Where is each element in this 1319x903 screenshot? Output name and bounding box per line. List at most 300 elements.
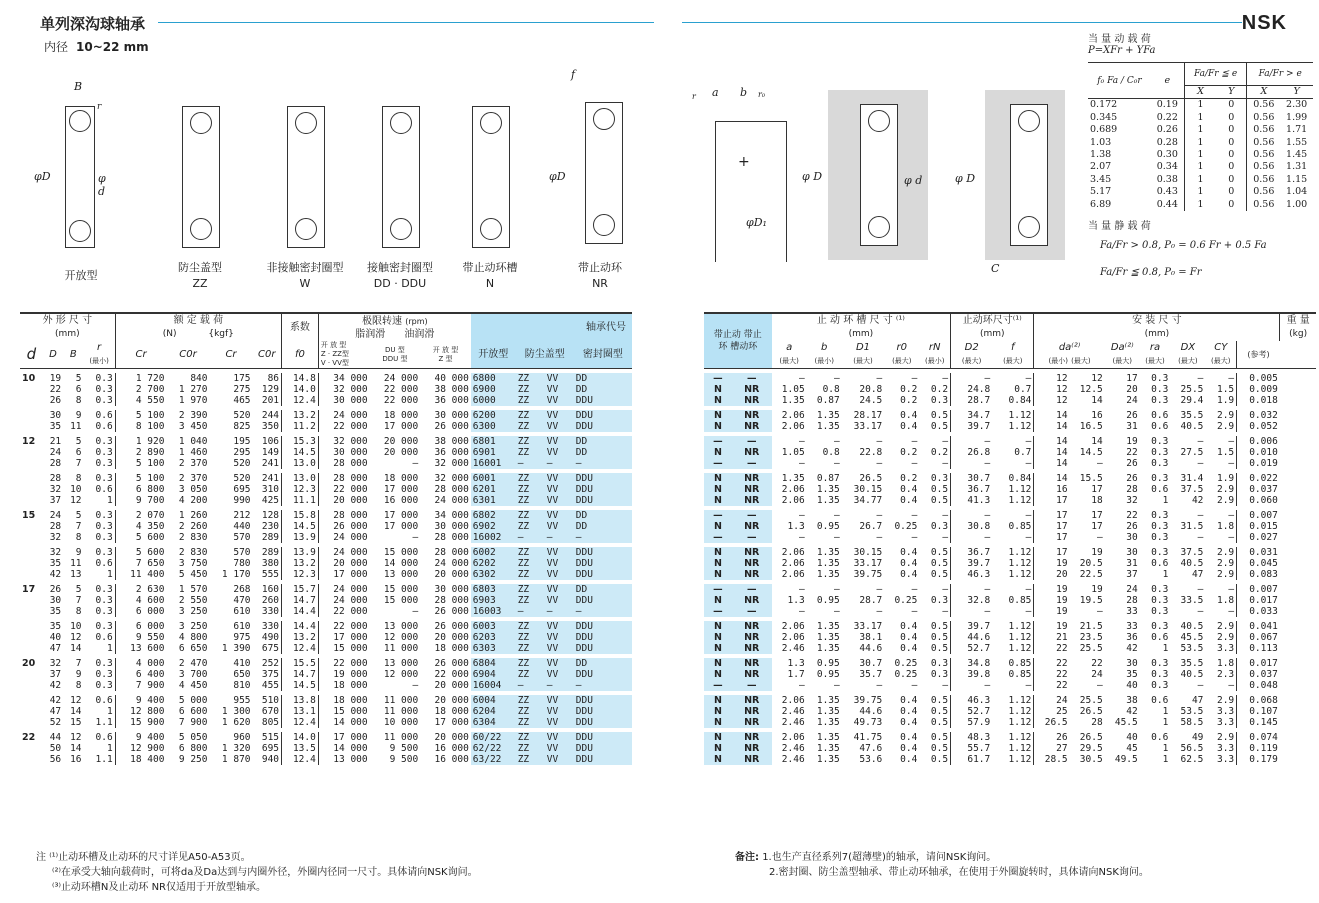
value-cell: 960 — [233, 732, 251, 743]
code-cell: VV — [545, 447, 574, 458]
dim-cell: 30.15 — [853, 547, 883, 558]
code-cell: DD — [574, 521, 632, 532]
dim-cell: — — [1025, 458, 1032, 469]
dim-cell: 2.06 — [781, 495, 805, 506]
value-cell: 0.3 — [95, 606, 113, 617]
code-cell: DD — [574, 436, 632, 447]
groove-row — [704, 695, 1316, 706]
dim-cell: 29.4 — [1180, 395, 1204, 406]
value-cell: 17 000 — [383, 510, 419, 521]
value-cell: 0.6 — [95, 732, 113, 743]
dim-cell: 23.5 — [1079, 632, 1103, 643]
value-cell: 4 550 — [115, 395, 166, 406]
dim-cell: 1.35 — [816, 743, 840, 754]
factor-cell: 1 — [1184, 174, 1216, 186]
dim-cell: 17 — [1034, 532, 1070, 543]
value-cell: — — [412, 680, 419, 691]
mounting-detail-2 — [955, 86, 1065, 276]
groove-code-cell: N — [704, 447, 732, 458]
value-cell: 11 — [70, 421, 82, 432]
dim-cell: 20 — [1034, 569, 1070, 580]
dim-cell: 1.35 — [816, 547, 840, 558]
dim-cell: 40.5 — [1180, 621, 1204, 632]
value-cell: 35 — [49, 621, 62, 632]
dim-cell: 42 — [1126, 706, 1138, 717]
dim-f: f — [571, 68, 576, 81]
dim-cell: 41.3 — [951, 495, 993, 506]
hdr-weight: 重 量 (kg) — [1280, 313, 1316, 341]
code-cell: 6304 — [471, 717, 516, 728]
value-cell: 18 000 — [434, 643, 469, 654]
dim-cell: 35.5 — [1180, 410, 1204, 421]
dim-cell: 3.3 — [1216, 754, 1235, 765]
dim-cell: 14 — [1034, 473, 1070, 484]
value-cell: 20 000 — [434, 695, 469, 706]
value-cell: 10 — [70, 484, 82, 495]
load-formula-panel — [1088, 30, 1313, 278]
dim-cell: — — [911, 373, 918, 384]
dim-cell: — — [911, 436, 918, 447]
value-cell: 610 — [233, 606, 251, 617]
dim-cell: 1.35 — [816, 421, 840, 432]
value-cell: 11.1 — [282, 495, 319, 506]
left-table-wrap — [20, 312, 632, 765]
groove-code-cell: NR — [732, 495, 772, 506]
dim-cell: 39.8 — [951, 669, 993, 680]
value-cell: 12 — [70, 732, 82, 743]
value-cell: 5 600 — [115, 547, 166, 558]
value-cell: 675 — [261, 643, 280, 654]
value-cell: 40 — [49, 632, 62, 643]
value-cell: 12.3 — [282, 484, 319, 495]
code-cell: 6002 — [471, 547, 516, 558]
value-cell: 18 000 — [318, 695, 369, 706]
dim-cell: 1.35 — [816, 632, 840, 643]
value-cell: 6 — [75, 447, 82, 458]
code-cell: 6301 — [471, 495, 516, 506]
groove-code-cell: NR — [732, 732, 772, 743]
value-cell: 42 — [49, 695, 62, 706]
bearing-row — [20, 436, 632, 447]
value-cell: 20 000 — [383, 436, 419, 447]
dim-cell: 14 — [1034, 436, 1070, 447]
dim-cell: — — [1228, 680, 1235, 691]
value-cell: 14.7 — [282, 595, 319, 606]
bearing-row — [20, 754, 632, 765]
dim-cell: 22 — [1034, 643, 1070, 654]
dim-cell: 0.006 — [1237, 436, 1280, 447]
value-cell: 8 — [75, 680, 82, 691]
dim-DX: φ D — [955, 172, 976, 185]
bore-cell — [20, 754, 43, 765]
code-cell: ZZ — [516, 410, 545, 421]
code-cell: VV — [545, 395, 574, 406]
groove-code-cell: N — [704, 410, 732, 421]
dim-cell: 40.5 — [1180, 421, 1204, 432]
groove-code-cell: NR — [732, 421, 772, 432]
dim-cell: 31 — [1126, 421, 1138, 432]
dim-cell: 0.3 — [1151, 606, 1169, 617]
static-load-title: 当 量 静 载 荷 — [1088, 221, 1151, 233]
groove-code-cell: — — [704, 373, 732, 384]
bearing-row — [20, 595, 632, 606]
value-cell: 9 — [75, 547, 82, 558]
dim-cell: — — [911, 606, 918, 617]
value-cell: 16 000 — [434, 743, 469, 754]
dim-cell: 0.85 — [1008, 669, 1032, 680]
value-cell: 0.3 — [95, 458, 113, 469]
dim-cell: 2.06 — [781, 410, 805, 421]
dim-cell: 49 — [1191, 732, 1204, 743]
factor-cell: 0 — [1228, 99, 1235, 111]
figure-label-open: 开放型 — [64, 269, 98, 282]
factor-cell: 0.172 — [1090, 99, 1118, 111]
bore-value: 10~22 mm — [76, 40, 149, 54]
dim-cell: 31.5 — [1180, 521, 1204, 532]
value-cell: 5 — [75, 373, 82, 384]
value-cell: 22 000 — [434, 669, 469, 680]
value-cell: 0.3 — [95, 521, 113, 532]
dim-cell: 0.3 — [1151, 458, 1169, 469]
value-cell: 5 050 — [178, 732, 208, 743]
dim-cell: 36.7 — [951, 484, 993, 495]
value-cell: 24 — [49, 447, 62, 458]
dim-cell: 16 — [1034, 484, 1070, 495]
value-cell: 24 000 — [434, 558, 469, 569]
groove-row — [704, 558, 1316, 569]
code-cell: DDU — [574, 395, 632, 406]
hdr-mount: 安 装 尺 寸 (mm) — [1034, 313, 1280, 341]
value-cell: 24 000 — [434, 495, 469, 506]
factor-cell: 0.30 — [1156, 149, 1178, 161]
value-cell: 30 — [49, 595, 62, 606]
page-title: 单列深沟球轴承 — [40, 15, 146, 33]
factor-cell: 0.689 — [1090, 124, 1118, 136]
value-cell: 11 000 — [383, 706, 419, 717]
dim-cell: 0.017 — [1237, 595, 1280, 606]
dim-cell: 0.4 — [900, 410, 918, 421]
dim-cell: 0.87 — [816, 395, 840, 406]
value-cell: 32 000 — [434, 473, 469, 484]
value-cell: 12 000 — [383, 669, 419, 680]
value-cell: 520 — [233, 410, 251, 421]
dim-cell: 0.027 — [1237, 532, 1280, 543]
dim-cell: 42 — [1126, 643, 1138, 654]
value-cell: 810 — [233, 680, 251, 691]
dim-cell: 0.3 — [1151, 373, 1169, 384]
dim-cell: 44.6 — [859, 706, 883, 717]
dim-cell: 46.3 — [951, 695, 993, 706]
value-cell: 1 320 — [221, 743, 251, 754]
value-cell: 6 000 — [115, 606, 166, 617]
value-cell: 26 000 — [434, 658, 469, 669]
value-cell: 15 000 — [318, 643, 369, 654]
col-f0: f₀ Fa / C₀r — [1097, 75, 1142, 86]
dim-cell: 61.7 — [951, 754, 993, 765]
groove-row — [704, 680, 1316, 691]
dim-cell: 28 — [1091, 717, 1103, 728]
value-cell: 244 — [261, 410, 280, 421]
groove-row — [704, 732, 1316, 743]
dim-cell: 1.9 — [1216, 395, 1235, 406]
code-cell: 6802 — [471, 510, 516, 521]
value-cell: 2 830 — [178, 547, 208, 558]
dim-cell: 12 — [1034, 395, 1070, 406]
factor-cell: 1.03 — [1090, 136, 1112, 148]
value-cell: 8 — [75, 473, 82, 484]
dim-cell: 30.5 — [1079, 754, 1103, 765]
code-cell: ZZ — [516, 421, 545, 432]
bore-cell: 15 — [22, 510, 36, 521]
dim-cell: 0.3 — [1151, 658, 1169, 669]
value-cell: 15 — [70, 717, 82, 728]
dim-cell: 0.5 — [930, 754, 949, 765]
dim-cell: 30.15 — [853, 484, 883, 495]
figure-open — [34, 80, 110, 258]
dim-cell: 0.8 — [822, 447, 840, 458]
value-cell: 0.3 — [95, 658, 113, 669]
code-cell: VV — [545, 584, 574, 595]
factor-row — [1088, 112, 1313, 124]
factor-cell: 1.31 — [1286, 161, 1308, 173]
value-cell: 3 250 — [178, 621, 208, 632]
code-cell: VV — [545, 632, 574, 643]
bore-cell: 20 — [22, 658, 36, 669]
dim-cell: 2.9 — [1216, 558, 1235, 569]
factor-cell: 1 — [1184, 199, 1216, 211]
value-cell: 9 400 — [115, 695, 166, 706]
groove-row — [704, 595, 1316, 606]
dim-cell: 0.4 — [900, 643, 918, 654]
dim-cell: 0.84 — [1008, 473, 1032, 484]
hdr-speed: 极限转速 (rpm) 脂润滑 油润滑 — [318, 313, 470, 341]
dim-cell: 1.35 — [816, 569, 840, 580]
value-cell: 9 400 — [115, 732, 166, 743]
dim-cell: 0.5 — [930, 547, 949, 558]
groove-code-cell: NR — [732, 395, 772, 406]
code-cell: VV — [545, 706, 574, 717]
value-cell: 4 450 — [178, 680, 208, 691]
dim-cell: 0.022 — [1237, 473, 1280, 484]
factor-cell: 0 — [1228, 149, 1235, 161]
dim-cell: — — [798, 532, 805, 543]
bearing-row — [20, 584, 632, 595]
dim-cell: — — [834, 606, 840, 617]
factor-cell: 1 — [1184, 161, 1216, 173]
groove-code-cell: — — [732, 373, 772, 384]
groove-code-cell: N — [704, 595, 732, 606]
dim-D1: φD₁ — [746, 216, 767, 229]
value-cell: 0.3 — [95, 447, 113, 458]
bore-cell — [20, 495, 43, 506]
code-cell: 6801 — [471, 436, 516, 447]
code-cell: — — [574, 532, 632, 543]
value-cell: — — [412, 532, 419, 543]
dim-cell: — — [834, 373, 840, 384]
groove-row — [704, 658, 1316, 669]
value-cell: 2 700 — [115, 384, 166, 395]
value-cell: 0.3 — [95, 395, 113, 406]
value-cell: 9 250 — [178, 754, 208, 765]
factor-cell: 2.07 — [1090, 161, 1112, 173]
bearing-row — [20, 717, 632, 728]
code-cell: — — [516, 532, 545, 543]
dim-cell: 15.5 — [1079, 473, 1103, 484]
bore-cell — [20, 706, 43, 717]
bearing-row — [20, 373, 632, 384]
groove-row — [704, 510, 1316, 521]
dim-cell: 0.4 — [900, 717, 918, 728]
value-cell: 555 — [261, 569, 280, 580]
dim-cell: 0.074 — [1237, 732, 1280, 743]
dim-cell: 0.067 — [1237, 632, 1280, 643]
groove-row — [704, 643, 1316, 654]
value-cell: 990 — [233, 495, 251, 506]
code-cell: — — [545, 458, 574, 469]
value-cell: 11 000 — [383, 732, 419, 743]
value-cell: 2 470 — [178, 658, 208, 669]
value-cell: 195 — [233, 436, 251, 447]
value-cell: 7 900 — [178, 717, 208, 728]
dim-cell: 2.06 — [781, 484, 805, 495]
value-cell: 26 000 — [318, 521, 369, 532]
dim-cell: — — [1228, 436, 1235, 447]
value-cell: 42 — [49, 680, 62, 691]
left-table: 外 形 尺 寸 (mm) 额 定 载 荷 (N) {kgf} 系数 极限转速 (rpm) 脂润滑 油润滑 轴承代号 d D B r (最小) Cr C0r Cr C0r f0 开 放 型 Z · ZZ型 V · VV型 DU 型 DDU 型 开 放 型 Z 型 开放型 防尘盖型 密封圈型 10 19 5 0.3 1 720 840 175 86 14.8 34 000 24 000 40 000 6800 ZZ VV DD 22 6 0.3 2 700 1 270 275 129 14.0 32 000 22 000 38 000 6900 ZZ VV DD 26 8 0.3 4 550 1 970 465 201 12.4 30 000 22 000 36 000 6000 ZZ VV DDU 30 9 0.6 5 100 2 390 520 244 13.2 24 000 18 000 30 000 6200 ZZ VV DDU 35 11 0.6 8 100 3 450 825 350 11.2 22 000 17 000 26 000 6300 ZZ VV DDU 12 21 5 0.3 1 920 1 040 195 106 15.3 32 000 20 000 38 000 6801 ZZ VV DD 24 6 0.3 2 890 1 460 295 149 14.5 30 000 20 000 36 000 6901 ZZ VV DD 28 7 0.3 5 100 2 370 520 241 13.0 28 000 — 32 000 16001 — — — 28 8 0.3 5 100 2 370 520 241 13.0 28 000 18 000 32 000 6001 ZZ VV DDU 32 10 0.6 6 800 3 050 695 310 12.3 22 000 17 000 28 000 6201 ZZ VV DDU 37 12 1 9 700 4 200 990 425 11.1 20 000 16 000 24 000 6301 ZZ VV DDU 15 24 5 0.3 2 070 1 260 212 128 15.8 28 000 17 000 34 000 6802 ZZ VV DD 28 7 0.3 4 350 2 260 440 230 14.5 26 000 17 000 30 000 6902 ZZ VV DD 32 8 0.3 5 600 2 830 570 289 13.9 24 000 — 28 000 16002 — — — 32 9 0.3 5 600 2 830 570 289 13.9 24 000 15 000 28 000 6002 ZZ VV DDU 35 11 0.6 7 650 3 750 780 380 13.2 20 000 14 000 24 000 6202 ZZ VV DDU 42 13 1 11 400 5 450 1 170 555 12.3 17 000 13 000 20 000 6302 ZZ VV DDU 17 26 5 0.3 2 630 1 570 268 160 15.7 24 000 15 000 30 000 6803 ZZ VV DD 30 7 0.3 4 600 2 550 470 260 14.7 24 000 15 000 28 000 6903 ZZ VV DDU 35 8 0.3 6 000 3 250 610 330 14.4 22 000 — 26 000 16003 — — — 35 10 0.3 6 000 3 250 610 330 14.4 22 000 13 000 26 000 6003 ZZ VV DDU 40 12 0.6 9 550 4 800 975 490 13.2 17 000 12 000 20 000 6203 ZZ VV DDU 47 14 1 13 600 6 650 1 390 675 12.4 15 000 11 000 18 000 6303 ZZ VV DDU 20 32 7 0.3 4 000 2 470 410 252 15.5 22 000 13 000 26 000 6804 ZZ VV DD 37 9 0.3 6 400 3 700 650 375 14.7 19 000 12 000 22 000 6904 ZZ VV DDU 42 8 0.3 7 900 4 450 810 455 14.5 18 000 — 20 000 16004 — — — 42 12 0.6 9 400 5 000 955 510 13.8 18 000 11 000 20 000 6004 ZZ VV DDU 47 14 1 12 800 6 600 1 300 670 13.1 15 000 11 000 18 000 6204 ZZ VV DDU 52 15 1.1 15 900 7 900 1 620 805 12.4 14 000 10 000 17 000 6304 ZZ VV DDU 22 44 12 0.6 9 400 5 050 960 515 14.0 17 000 11 000 20 000 60/22 ZZ VV DDU 50 14 1 12 900 6 800 1 320 695 13.5 14 000 9 500 16 000 62/22 ZZ VV DDU 56 16 1.1 18 400 9 250 1 870 940 12.4 13 000 9 500 16 000 63/22 ZZ VV DDU — [20, 312, 632, 765]
groove-code-cell: N — [704, 569, 732, 580]
groove-row — [704, 743, 1316, 754]
groove-code-cell: — — [704, 458, 732, 469]
dim-cell: 0.6 — [1151, 484, 1169, 495]
value-cell: 11 000 — [383, 695, 419, 706]
dim-cell: 42 — [1191, 495, 1204, 506]
code-cell: 6900 — [471, 384, 516, 395]
value-cell: 149 — [261, 447, 280, 458]
dim-cell: 35 — [1126, 669, 1138, 680]
groove-code-cell: NR — [732, 447, 772, 458]
dim-cell: 33.17 — [853, 421, 883, 432]
factor-cell: 1 — [1184, 112, 1216, 124]
groove-code-cell: N — [704, 669, 732, 680]
code-cell: ZZ — [516, 595, 545, 606]
code-cell: 6003 — [471, 621, 516, 632]
bore-cell: 17 — [22, 584, 36, 595]
code-cell: 62/22 — [471, 743, 516, 754]
bore-cell — [20, 569, 43, 580]
dim-cell: 1.12 — [1008, 421, 1032, 432]
dim-cell: 2.46 — [781, 754, 805, 765]
groove-code-cell: NR — [732, 558, 772, 569]
dim-cell: 2.9 — [1216, 632, 1235, 643]
bearing-row — [20, 669, 632, 680]
code-cell: ZZ — [516, 643, 545, 654]
dim-cell: — — [876, 680, 883, 691]
dim-cell: 30.7 — [859, 658, 883, 669]
value-cell: 28 — [49, 473, 62, 484]
value-cell: 52 — [49, 717, 62, 728]
dim-cell: 45.5 — [1114, 717, 1138, 728]
code-cell: ZZ — [516, 706, 545, 717]
groove-row — [704, 458, 1316, 469]
value-cell: 22 — [49, 384, 62, 395]
dim-cell: 0.005 — [1237, 373, 1280, 384]
code-cell: — — [574, 680, 632, 691]
figure-label-snap-ring: 带止动环 NR — [578, 261, 622, 290]
dim-cell: 0.033 — [1237, 606, 1280, 617]
dim-cell: 17 — [1091, 510, 1103, 521]
groove-detail: + a b r₀ r φD₁ — [690, 86, 800, 266]
factor-cell: 0 — [1228, 161, 1235, 173]
dim-cell: — — [911, 458, 918, 469]
value-cell: 47 — [49, 706, 62, 717]
dim-cell: 0.6 — [1151, 732, 1169, 743]
dim-cell: 1.3 — [787, 521, 805, 532]
dim-cell: 49.5 — [1114, 754, 1138, 765]
col-cond1: Fa/Fr ≦ e — [1184, 63, 1247, 86]
dim-b: b — [740, 86, 748, 99]
dim-cell: 0.6 — [1151, 558, 1169, 569]
code-cell: ZZ — [516, 621, 545, 632]
dim-cell: — — [1197, 532, 1204, 543]
dim-cell: 0.95 — [816, 658, 840, 669]
factor-cell: 0.56 — [1247, 99, 1280, 112]
value-cell: 32 — [49, 547, 62, 558]
dim-cell: — — [951, 510, 993, 521]
value-cell: 12 900 — [115, 743, 166, 754]
dim-cell: 47.6 — [859, 743, 883, 754]
dim-cell: 55.7 — [951, 743, 993, 754]
dim-cell: 1.7 — [787, 669, 805, 680]
dim-cell: — — [1197, 458, 1204, 469]
figure-snap-ring — [549, 68, 645, 258]
code-cell: — — [574, 606, 632, 617]
dim-cell: 24.8 — [951, 384, 993, 395]
code-cell: ZZ — [516, 558, 545, 569]
code-cell: VV — [545, 695, 574, 706]
value-cell: 1 870 — [221, 754, 251, 765]
value-cell: 7 650 — [115, 558, 166, 569]
dim-cell: 20.5 — [1079, 558, 1103, 569]
value-cell: 19 000 — [318, 669, 369, 680]
dim-cell: 0.032 — [1237, 410, 1280, 421]
factor-row — [1088, 161, 1313, 173]
code-cell: ZZ — [516, 717, 545, 728]
dim-cell: 1 — [1162, 743, 1169, 754]
value-cell: 14 — [70, 643, 82, 654]
groove-row — [704, 421, 1316, 432]
factor-cell: 0.34 — [1156, 161, 1178, 173]
value-cell: 13.2 — [282, 558, 319, 569]
value-cell: 2 630 — [115, 584, 166, 595]
code-cell: 6302 — [471, 569, 516, 580]
dim-cell: 26 — [1126, 458, 1138, 469]
factor-cell: 1 — [1184, 186, 1216, 198]
dim-cell: 33.17 — [853, 558, 883, 569]
code-cell: ZZ — [516, 695, 545, 706]
dim-cell: 0.95 — [816, 521, 840, 532]
value-cell: 13.1 — [282, 706, 319, 717]
code-cell: DDU — [574, 669, 632, 680]
value-cell: 2 390 — [178, 410, 208, 421]
value-cell: 0.3 — [95, 547, 113, 558]
groove-code-cell: N — [704, 743, 732, 754]
dim-cell: 34.77 — [853, 495, 883, 506]
value-cell: 12 800 — [115, 706, 166, 717]
dim-cell: 0.019 — [1237, 458, 1280, 469]
code-cell: DDU — [574, 643, 632, 654]
value-cell: 0.3 — [95, 584, 113, 595]
value-cell: 16 000 — [383, 495, 419, 506]
